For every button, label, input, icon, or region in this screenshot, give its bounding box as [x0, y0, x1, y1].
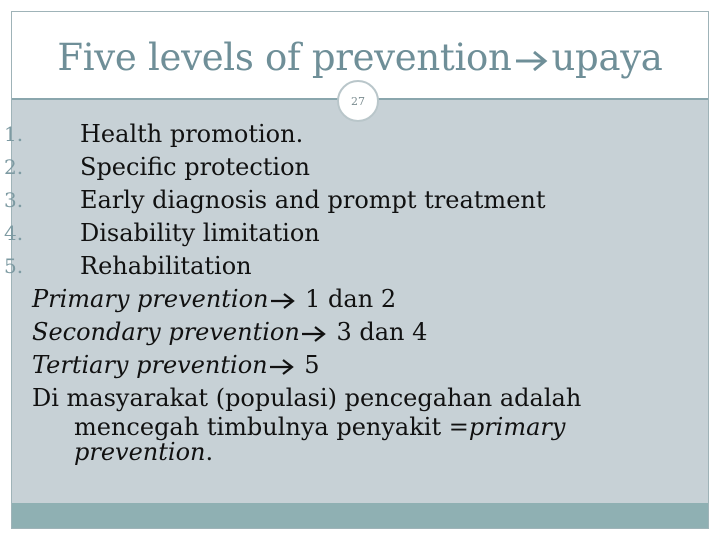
list-text: Specific protection — [80, 153, 311, 181]
prevention-label: Secondary prevention — [32, 318, 300, 346]
list-text: Disability limitation — [80, 219, 320, 247]
list-item — [4, 151, 692, 184]
tertiary-prevention-line — [32, 349, 692, 382]
list-item — [4, 184, 692, 217]
list-text: Health promotion. — [80, 120, 304, 148]
prevention-value: 1 dan 2 — [305, 285, 397, 313]
closing-line-2 — [32, 415, 692, 440]
title-text: Five levels of prevention — [57, 36, 512, 79]
list-text: Rehabilitation — [80, 252, 252, 280]
prevention-value: 3 dan 4 — [336, 318, 428, 346]
primary-prevention-line — [32, 283, 692, 316]
list-item — [4, 217, 692, 250]
list-item — [4, 250, 692, 283]
closing-line-1 — [32, 382, 692, 415]
secondary-prevention-line — [32, 316, 692, 349]
closing-text-suffix: . — [205, 438, 214, 466]
list-text: Early diagnosis and prompt treatment — [80, 186, 546, 214]
closing-line-3 — [32, 440, 692, 465]
prevention-label: Primary prevention — [32, 285, 269, 313]
closing-text-prefix: mencegah timbulnya penyakit = — [74, 413, 469, 441]
prevention-label: Tertiary prevention — [32, 351, 268, 379]
slide-title — [12, 36, 708, 79]
list-number: 5. — [4, 254, 24, 278]
list-number: 2. — [4, 155, 24, 179]
closing-text: Di masyarakat (populasi) pencegahan adalah — [32, 384, 582, 412]
closing-text-italic: primary — [468, 413, 566, 441]
list-number: 3. — [4, 188, 24, 212]
list-item — [4, 118, 692, 151]
right-arrow-icon — [270, 292, 296, 310]
title-suffix: upaya — [551, 36, 663, 79]
footer-bar — [12, 503, 708, 528]
prevention-value: 5 — [304, 351, 320, 379]
right-arrow-icon — [269, 358, 295, 376]
slide-number-badge — [337, 80, 379, 122]
list-number: 4. — [4, 221, 24, 245]
slide-content — [4, 118, 692, 466]
closing-text-italic: prevention — [74, 438, 206, 466]
list-number: 1. — [4, 122, 24, 146]
right-arrow-icon — [514, 49, 550, 73]
right-arrow-icon — [301, 325, 327, 343]
slide-number: 27 — [351, 94, 365, 108]
